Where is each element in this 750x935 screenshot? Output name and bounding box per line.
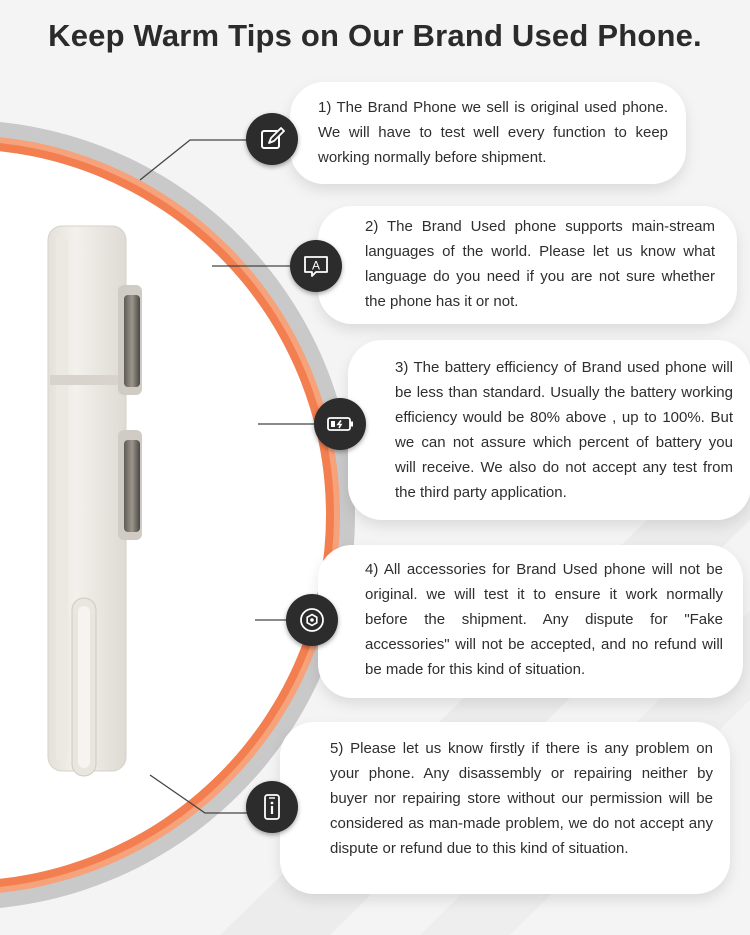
tip-card-2 [318, 206, 737, 324]
tip-text-5: 5) Please let us know firstly if there is any problem on your phone. Any disassembly or repairing neither by buyer nor repairing store without our permission will be considered as man-made problem, we do not accept any dispute or refund due to this kind of situation. [330, 740, 713, 857]
page-title: Keep Warm Tips on Our Brand Used Phone. [48, 18, 702, 53]
tip-card-4 [318, 545, 743, 698]
edit-icon [246, 113, 298, 165]
tip-card-3 [348, 340, 750, 520]
language-icon [290, 240, 342, 292]
tip-text-4: 4) All accessories for Brand Used phone will not be original. we will test it to ensure it work normally before the shipment. Any dispute for "Fake accessories" will not be accepted, and no refund will be made for this kind of situation. [365, 561, 723, 678]
battery-icon [314, 398, 366, 450]
accessory-icon [286, 594, 338, 646]
svg-text:A: A [311, 258, 321, 273]
tip-card-1 [290, 82, 686, 184]
tip-text-3: 3) The battery efficiency of Brand used phone will be less than standard. Usually the battery working efficiency would be 80% above , up to 100%. But we can not assure which percent of battery you will receive. We also do not accept any test from the third party application. [395, 359, 733, 501]
tip-text-2: 2) The Brand Used phone supports main-stream languages of the world. Please let us know what language do you need if you are not sure whether the phone has it or not. [365, 218, 715, 310]
tip-card-5 [280, 722, 730, 894]
phone-info-icon [246, 781, 298, 833]
tip-text-1: 1) The Brand Phone we sell is original used phone. We will have to test well every function to keep working normally before shipment. [318, 99, 668, 166]
